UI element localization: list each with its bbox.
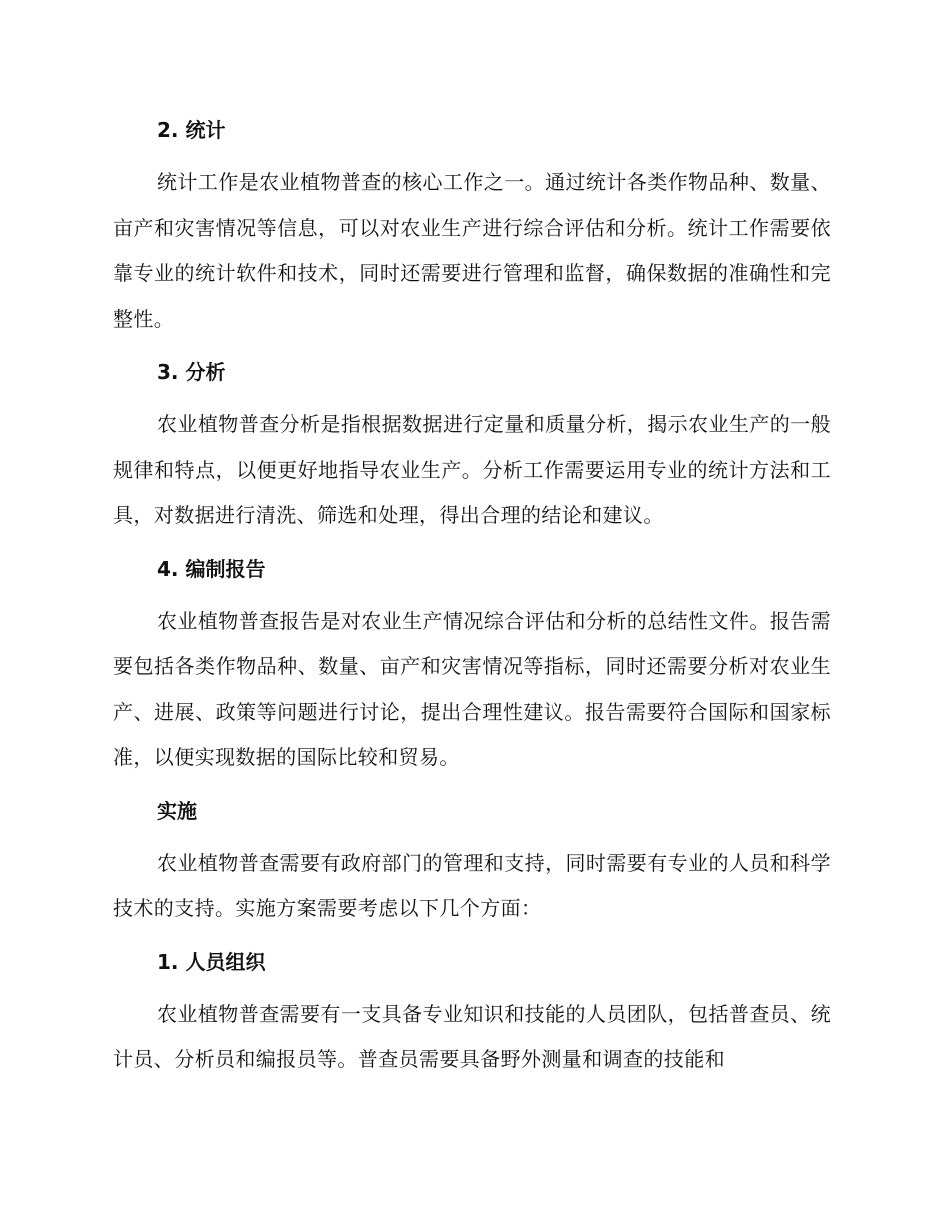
section-paragraph-implementation: 农业植物普查需要有政府部门的管理和支持，同时需要有专业的人员和科学技术的支持。实施方案需要考虑以下几个方面： [113,850,831,920]
section-paragraph-analysis: 农业植物普查分析是指根据数据进行定量和质量分析，揭示农业生产的一般规律和特点，以便更好地指导农业生产。分析工作需要运用专业的统计方法和工具，对数据进行清洗、筛选和处理，得出合理的结论和建议。 [113,412,831,527]
document-page [113,112,831,1095]
section-heading-statistics: 2. 统计 [157,118,226,142]
section-heading-report: 4. 编制报告 [157,556,266,581]
section-paragraph-report: 农业植物普查报告是对农业生产情况综合评估和分析的总结性文件。报告需要包括各类作物品种、数量、亩产和灾害情况等指标，同时还需要分析对农业生产、进展、政策等问题进行讨论，提出合理性建议。报告需要符合国际和国家标准，以便实现数据的国际比较和贸易。 [113,608,831,769]
section-heading-personnel: 1. 人员组织 [157,949,266,974]
section-heading-analysis: 3. 分析 [157,360,226,384]
section-heading-implementation: 实施 [157,798,197,823]
section-paragraph-statistics: 统计工作是农业植物普查的核心工作之一。通过统计各类作物品种、数量、亩产和灾害情况等信息，可以对农业生产进行综合评估和分析。统计工作需要依靠专业的统计软件和技术，同时还需要进行管理和监督，确保数据的准确性和完整性。 [113,170,831,331]
section-paragraph-personnel: 农业植物普查需要有一支具备专业知识和技能的人员团队，包括普查员、统计员、分析员和编报员等。普查员需要具备野外测量和调查的技能和 [113,1001,831,1071]
